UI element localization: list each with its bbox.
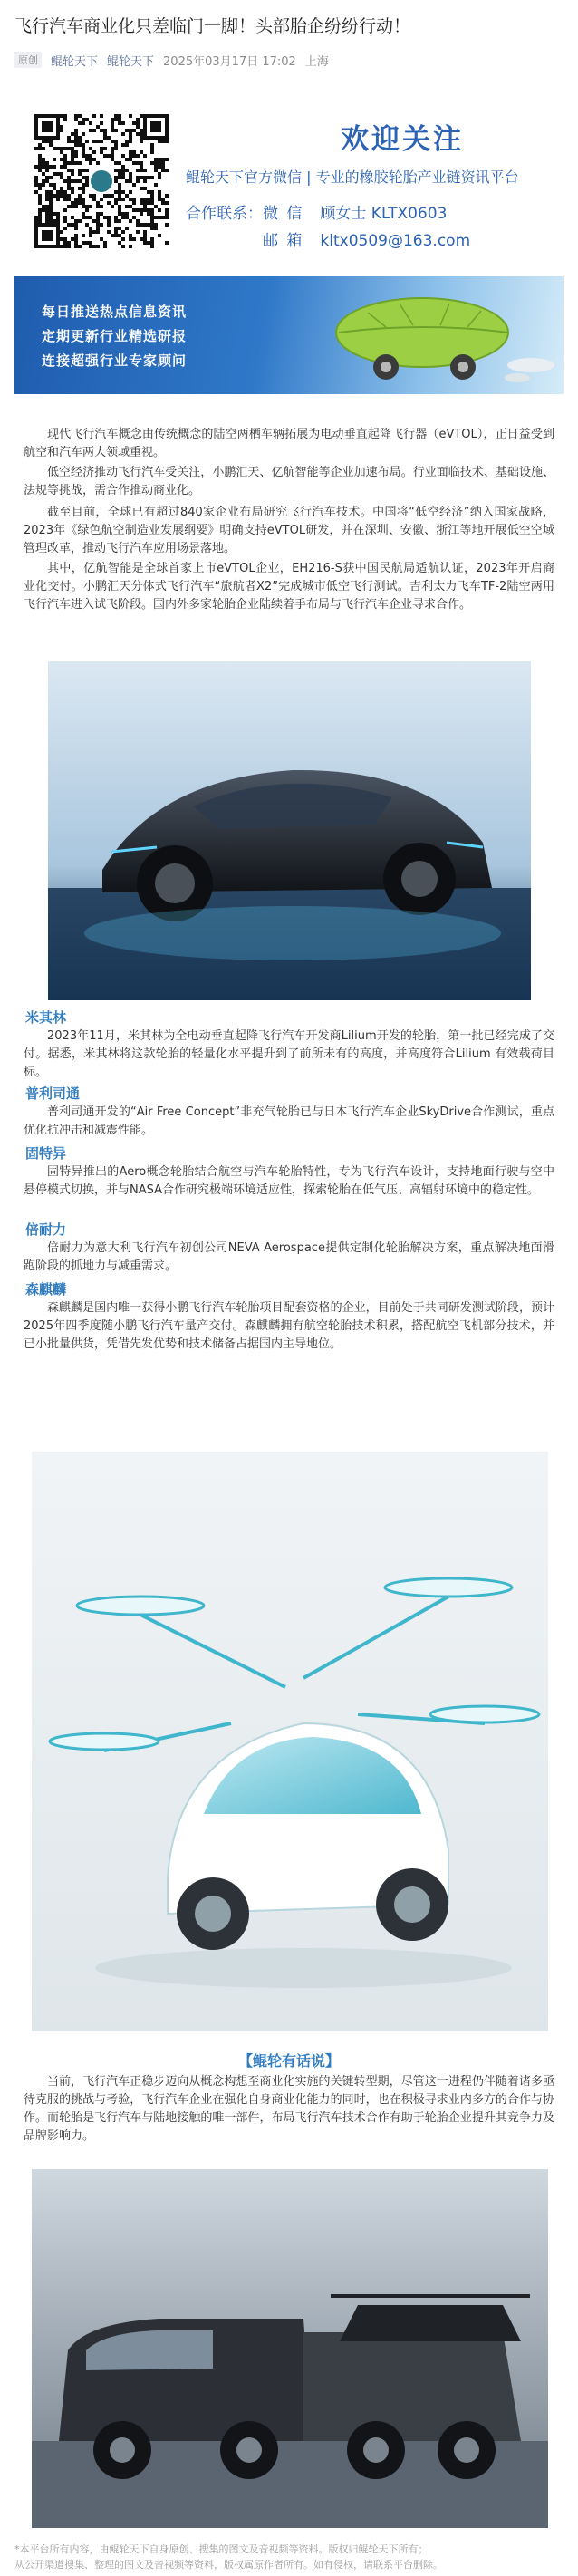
promo-line: 定期更新行业精选研报 <box>42 328 188 344</box>
paragraph: 低空经济推动飞行汽车受关注，小鹏汇天、亿航智能等企业加速布局。行业面临技术、基础设施、法规等挑战，需合作推动商业化。 <box>24 466 554 497</box>
paragraph: 普利司通开发的“Air Free Concept”非充气轮胎已与日本飞行汽车企业SkyDrive合作测试，重点优化抗冲击和减震性能。 <box>24 1105 554 1137</box>
promo-banner <box>14 276 564 394</box>
promo-line: 连接超强行业专家顾问 <box>42 352 188 369</box>
wechat-value: 顾女士 KLTX0603 <box>320 205 448 223</box>
original-badge: 原创 <box>14 52 42 68</box>
email-value[interactable]: kltx0509@163.com <box>320 232 471 250</box>
truck-drone-image <box>32 2169 548 2528</box>
account-name[interactable]: 鲲轮天下 <box>51 54 99 69</box>
subhead-pirelli: 倍耐力 <box>25 1221 67 1238</box>
promo-line: 每日推送热点信息资讯 <box>42 304 188 320</box>
drone-car-image <box>32 1452 548 2031</box>
coop-label: 合作联系： <box>186 205 263 223</box>
subhead-sailun: 森麒麟 <box>25 1281 67 1298</box>
email-label: 邮 箱 <box>263 232 304 250</box>
footer-disclaimer: 从公开渠道搜集、整理的图文及音视频等资料，版权属原作者所有。如有侵权，请联系平台删除。 <box>14 2559 443 2571</box>
footer-disclaimer: *本平台所有内容，由鲲轮天下自身原创、搜集的图文及音视频等资料。版权归鲲轮天下所有； <box>14 2543 429 2555</box>
paragraph: 截至目前，全球已有超过840家企业布局研究飞行汽车技术。中国将“低空经济”纳入国家战略，2023年《绿色航空制造业发展纲要》明确支持eVTOL研发，并在深圳、安徽、浙江等地开展低空空域管理改革，推动飞行汽车应用场景落地。 <box>24 506 554 555</box>
welcome-subtitle: 鲲轮天下官方微信 | 专业的橡胶轮胎产业链资讯平台 <box>186 169 519 186</box>
leaf-car-illustration <box>313 276 564 394</box>
article-meta <box>14 51 329 69</box>
paragraph: 2023年11月，米其林为全电动垂直起降飞行汽车开发商Lilium开发的轮胎，第一批已经完成了交付。据悉，米其林将这款轮胎的轻量化水平提升到了前所未有的高度，并高度符合Lilium 有效载荷目标。 <box>24 1029 554 1079</box>
paragraph: 现代飞行汽车概念由传统概念的陆空两栖车辆拓展为电动垂直起降飞行器（eVTOL），正日益受到航空和汽车两大领域重视。 <box>24 428 554 459</box>
paragraph: 倍耐力为意大利飞行汽车初创公司NEVA Aerospace提供定制化轮胎解决方案，重点解决地面滑跑阶段的抓地力与减重需求。 <box>24 1241 554 1273</box>
paragraph: 其中，亿航智能是全球首家上市eVTOL企业，EH216-S获中国民航局适航认证，2023年开启商业化交付。小鹏汇天分体式飞行汽车“旅航者X2”完成城市低空飞行测试。吉利太力飞车TF-2陆空两用飞行汽车进入试飞阶段。国内外多家轮胎企业陆续着手布局与飞行汽车企业寻求合作。 <box>24 562 554 612</box>
wechat-contact-row <box>186 200 447 223</box>
flying-car-image <box>48 661 531 1000</box>
email-contact-row <box>263 227 470 250</box>
publish-location: 上海 <box>304 54 329 69</box>
subhead-goodyear: 固特异 <box>25 1145 67 1162</box>
paragraph: 森麒麟是国内唯一获得小鹏飞行汽车轮胎项目配套资格的企业，目前处于共同研发测试阶段，预计2025年四季度随小鹏飞行汽车量产交付。森麒麟拥有航空轮胎技术积累，搭配航空飞机部分技术，并已小批量供货，凭借先发优势和技术储备占据国内主导地位。 <box>24 1301 554 1351</box>
paragraph: 当前，飞行汽车正稳步迈向从概念构想至商业化实施的关键转型期，尽管这一进程仍伴随着诸多亟待克服的挑战与考验，飞行汽车企业在强化自身商业化能力的同时，也在积极寻求业内多方的合作与协作。而轮胎是飞行汽车与陆地接触的唯一部件，布局飞行汽车技术合作有助于轮胎企业提升其竞争力及品牌影响力。 <box>24 2075 554 2143</box>
wechat-label: 微 信 <box>263 205 304 223</box>
author-link[interactable]: 鲲轮天下 <box>107 54 155 69</box>
welcome-heading: 欢迎关注 <box>341 123 464 156</box>
welcome-banner <box>27 105 553 266</box>
paragraph: 固特异推出的Aero概念轮胎结合航空与汽车轮胎特性，专为飞行汽车设计，支持地面行驶与空中悬停模式切换，并与NASA合作研究极端环境适应性，探索轮胎在低气压、高辐射环境中的稳定性。 <box>24 1165 554 1197</box>
subhead-bridgestone: 普利司通 <box>25 1085 81 1102</box>
qr-code-icon[interactable] <box>34 114 169 252</box>
publish-date: 2025年03月17日 17:02 <box>163 54 296 69</box>
subhead-michelin: 米其林 <box>25 1009 67 1026</box>
article-title: 飞行汽车商业化只差临门一脚！头部胎企纷纷行动！ <box>14 16 411 36</box>
subhead-commentary: 【鲲轮有话说】 <box>237 2052 340 2069</box>
